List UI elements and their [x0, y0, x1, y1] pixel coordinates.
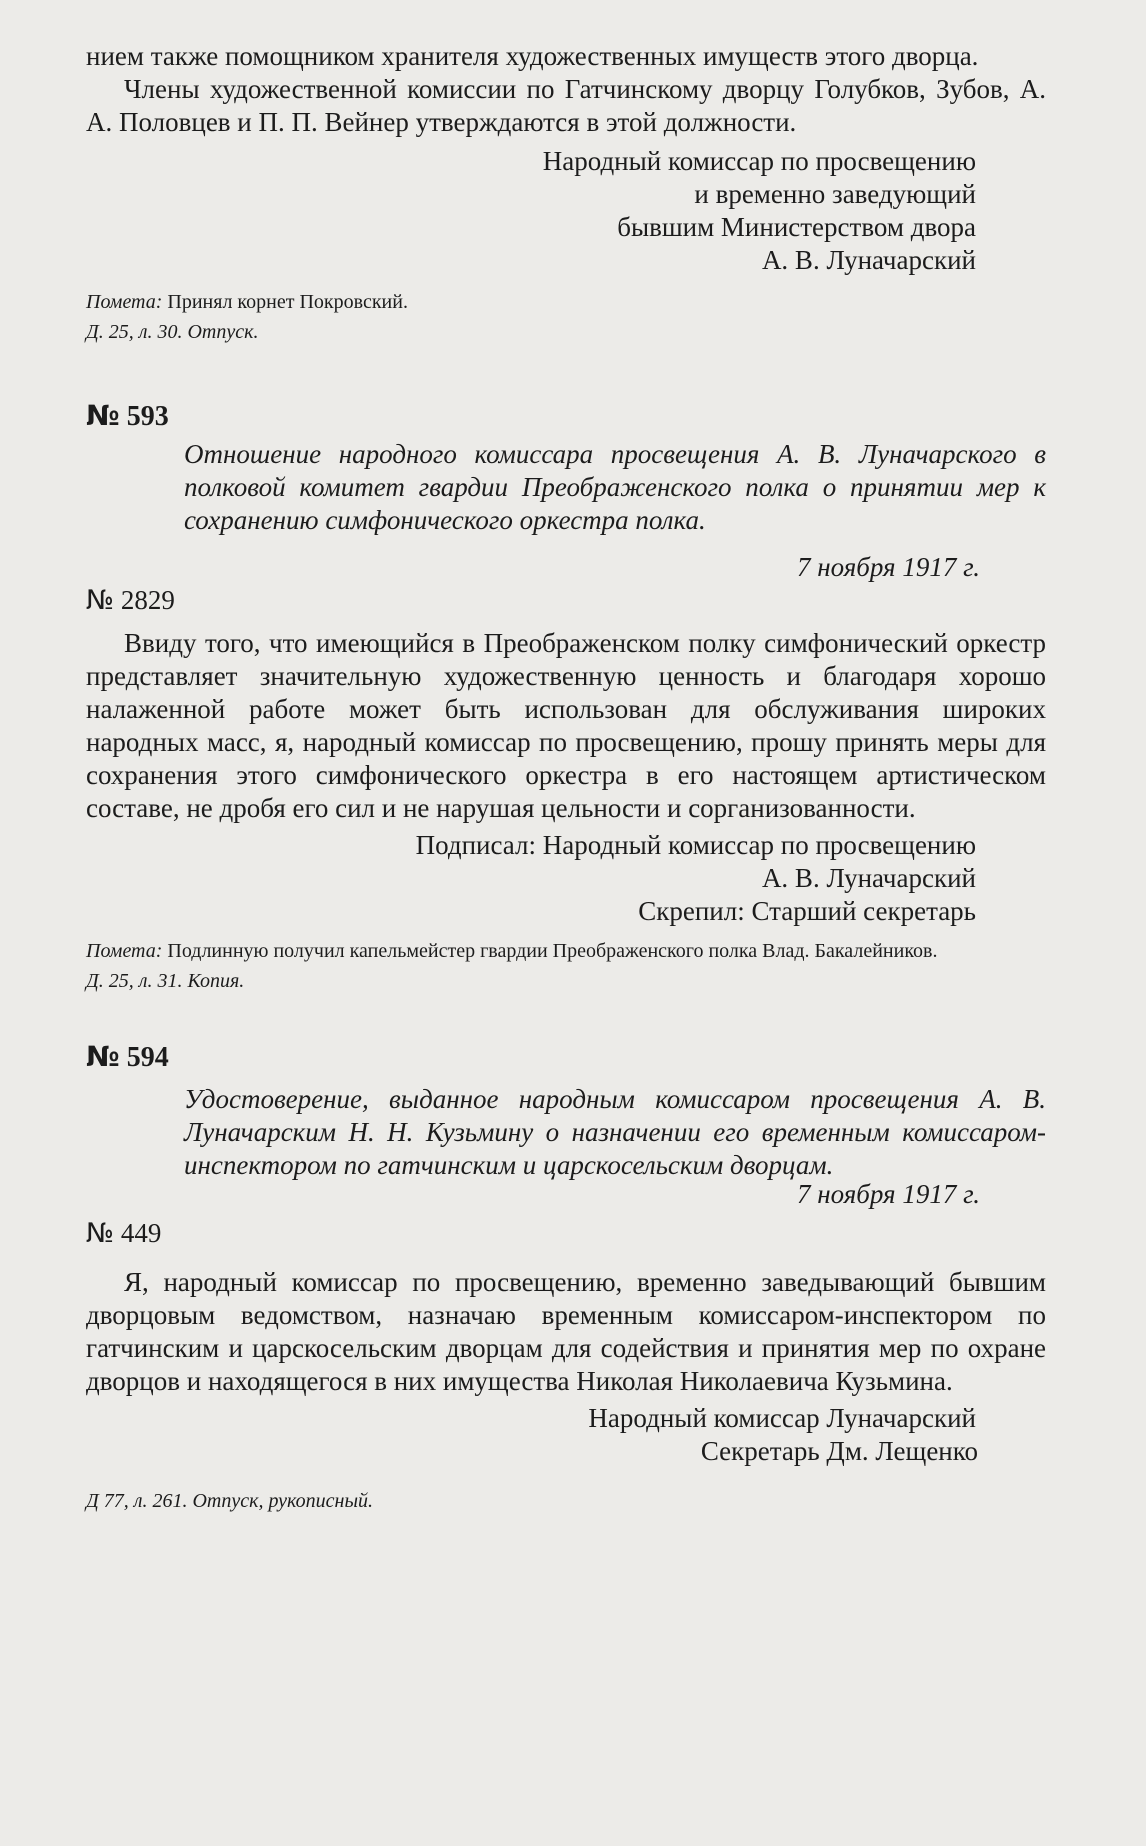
registration-number — [86, 584, 1046, 617]
document-number-value: 593 — [126, 401, 169, 432]
document-body: Ввиду того, что имеющийся в Преображенском полку симфонический оркестр представляет значительную художественную ценность и благодаря хорошо налаженной работе может быть использован для обслуживания широких народных масс, я, народный комиссар по просвещению, прошу принять меры для сохранения этого симфонического оркестра в его настоящем артистическом составе, не дробя его сил и не нарушая цельности и сорганизованности. — [86, 628, 1046, 823]
signature-line: А. В. Луначарский — [761, 245, 976, 275]
continued-text: нием также помощником хранителя художественных имуществ этого дворца. — [86, 41, 979, 71]
signature-line: А. В. Луначарский — [761, 863, 976, 893]
document-date: 7 ноября 1917 г. — [796, 1179, 980, 1209]
number-sign: № — [86, 399, 120, 432]
note — [86, 287, 1046, 317]
registration-number-value: 449 — [120, 1218, 162, 1248]
archive-reference: Д. 25, л. 30. Отпуск. — [86, 321, 259, 343]
note-text: Принял корнет Покровский. — [167, 291, 408, 313]
archive-reference: Д 77, л. 261. Отпуск, рукописный. — [86, 1490, 373, 1512]
archive-reference: Д. 25, л. 31. Копия. — [86, 970, 245, 992]
note-text: Подлинную получил капельмейстер гвардии Преображенского полка Влад. Бакалейников. — [167, 940, 938, 962]
commission-paragraph: Члены художественной комиссии по Гатчинскому дворцу Голубков, Зубов, А. А. Половцев и П. П. Вейнер утверждаются в этой должности. — [86, 74, 1046, 137]
document-title: Удостоверение, выданное народным комиссаром просвещения А. В. Луначарским Н. Н. Кузьмину о назначении его временным комиссаром-инспектором по гатчинским и царскосельским дворцам. — [184, 1084, 1046, 1180]
number-sign: № — [86, 1218, 115, 1249]
note-label: Помета: — [86, 291, 163, 313]
document-number-value: 594 — [126, 1042, 169, 1073]
number-sign: № — [86, 585, 115, 616]
document-title: Отношение народного комиссара просвещения А. В. Луначарского в полковой комитет гвардии Преображенского полка о принятии мер к сохранению симфонического оркестра полка. — [184, 439, 1046, 535]
signature-line: бывшим Министерством двора — [617, 212, 976, 242]
note — [86, 936, 1046, 966]
signature-line: Народный комиссар по просвещению — [542, 146, 976, 176]
signature-line: Скрепил: Старший секретарь — [638, 896, 976, 926]
document-number — [86, 399, 1046, 434]
registration-number-value: 2829 — [120, 585, 175, 615]
document-date: 7 ноября 1917 г. — [796, 552, 980, 582]
signature-line: Народный комиссар Луначарский — [588, 1403, 976, 1433]
number-sign: № — [86, 1040, 120, 1073]
document-body: Я, народный комиссар по просвещению, временно заведывающий бывшим дворцовым ведомством, назначаю временным комиссаром-инспектором по гатчинским и царскосельским дворцам для содействия и принятия мер по охране дворцов и находящегося в них имущества Николая Николаевича Кузьмина. — [86, 1267, 1046, 1396]
signature-line: Секретарь Дм. Лещенко — [700, 1436, 978, 1466]
note-label: Помета: — [86, 940, 163, 962]
registration-number — [86, 1217, 1046, 1250]
signature-block — [86, 829, 1046, 928]
signature-line: Подписал: Народный комиссар по просвещению — [415, 830, 976, 860]
document-number — [86, 1040, 1046, 1075]
signature-line: и временно заведующий — [694, 179, 976, 209]
signature-block — [86, 145, 1046, 277]
signature-block — [86, 1402, 1046, 1468]
